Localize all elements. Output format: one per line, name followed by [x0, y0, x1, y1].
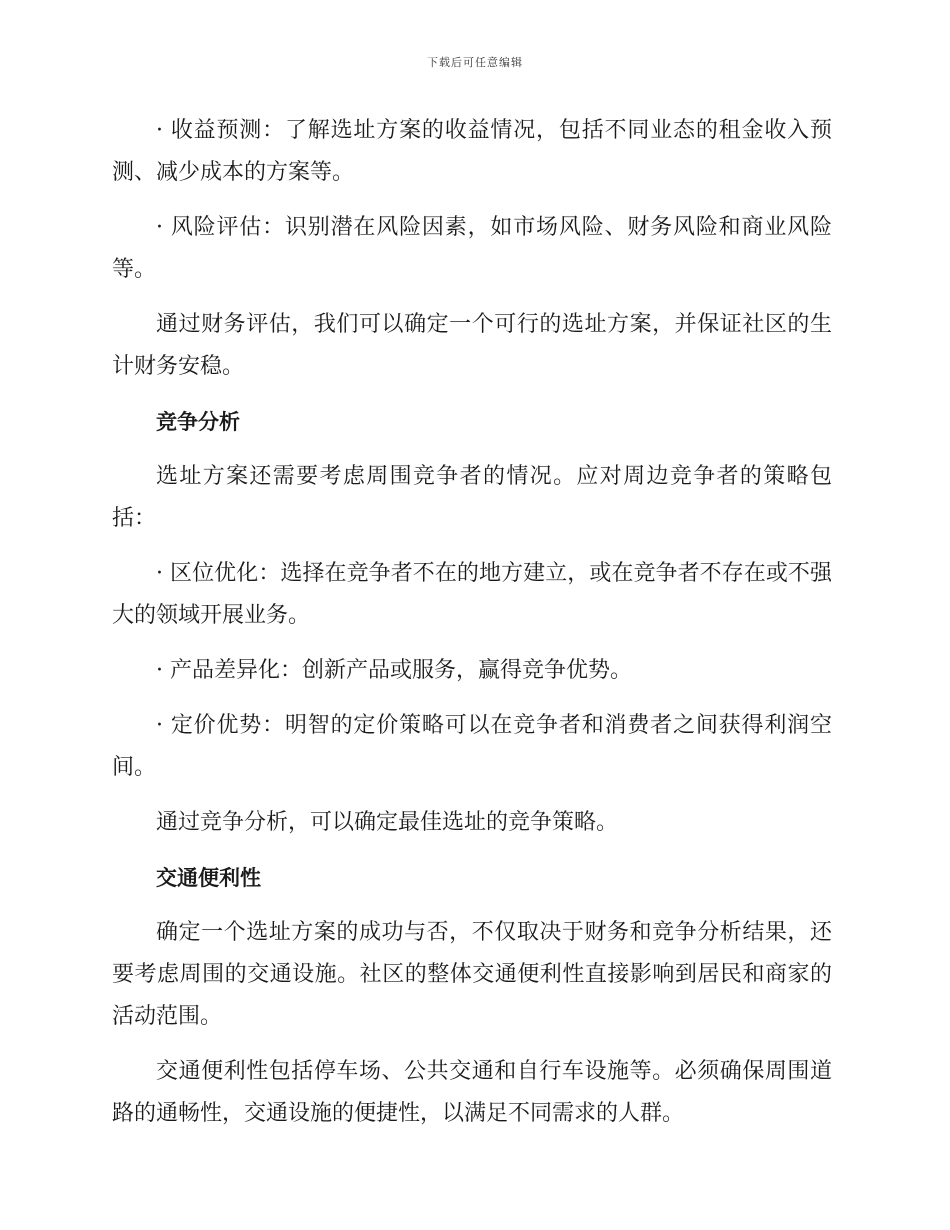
paragraph-pricing-advantage: · 定价优势：明智的定价策略可以在竞争者和消费者之间获得利润空间。 [112, 713, 832, 780]
paragraph-transport-details: 交通便利性包括停车场、公共交通和自行车设施等。必须确保周围道路的通畅性，交通设施的便捷性，以满足不同需求的人群。 [112, 1059, 832, 1126]
paragraph-risk-assessment: · 风险评估：识别潜在风险因素，如市场风险、财务风险和商业风险等。 [112, 215, 832, 282]
paragraph-financial-conclusion: 通过财务评估，我们可以确定一个可行的选址方案，并保证社区的生计财务安稳。 [112, 312, 832, 379]
page-header: 下载后可任意编辑 [427, 56, 523, 69]
paragraph-competition-intro: 选址方案还需要考虑周围竞争者的情况。应对周边竞争者的策略包括： [112, 464, 832, 531]
paragraph-location-optimization: · 区位优化：选择在竞争者不在的地方建立，或在竞争者不存在或不强大的领域开展业务。 [112, 561, 832, 628]
document-body [112, 110, 832, 1148]
section-heading-transport: 交通便利性 [156, 866, 261, 890]
paragraph-revenue-forecast: · 收益预测：了解选址方案的收益情况，包括不同业态的租金收入预测、减少成本的方案等。 [112, 118, 832, 185]
paragraph-product-differentiation: · 产品差异化：创新产品或服务，赢得竞争优势。 [156, 658, 632, 683]
paragraph-competition-conclusion: 通过竞争分析，可以确定最佳选址的竞争策略。 [156, 810, 619, 835]
paragraph-transport-intro: 确定一个选址方案的成功与否，不仅取决于财务和竞争分析结果，还要考虑周围的交通设施。社区的整体交通便利性直接影响到居民和商家的活动范围。 [112, 920, 832, 1029]
section-heading-competition: 竞争分析 [156, 410, 240, 434]
